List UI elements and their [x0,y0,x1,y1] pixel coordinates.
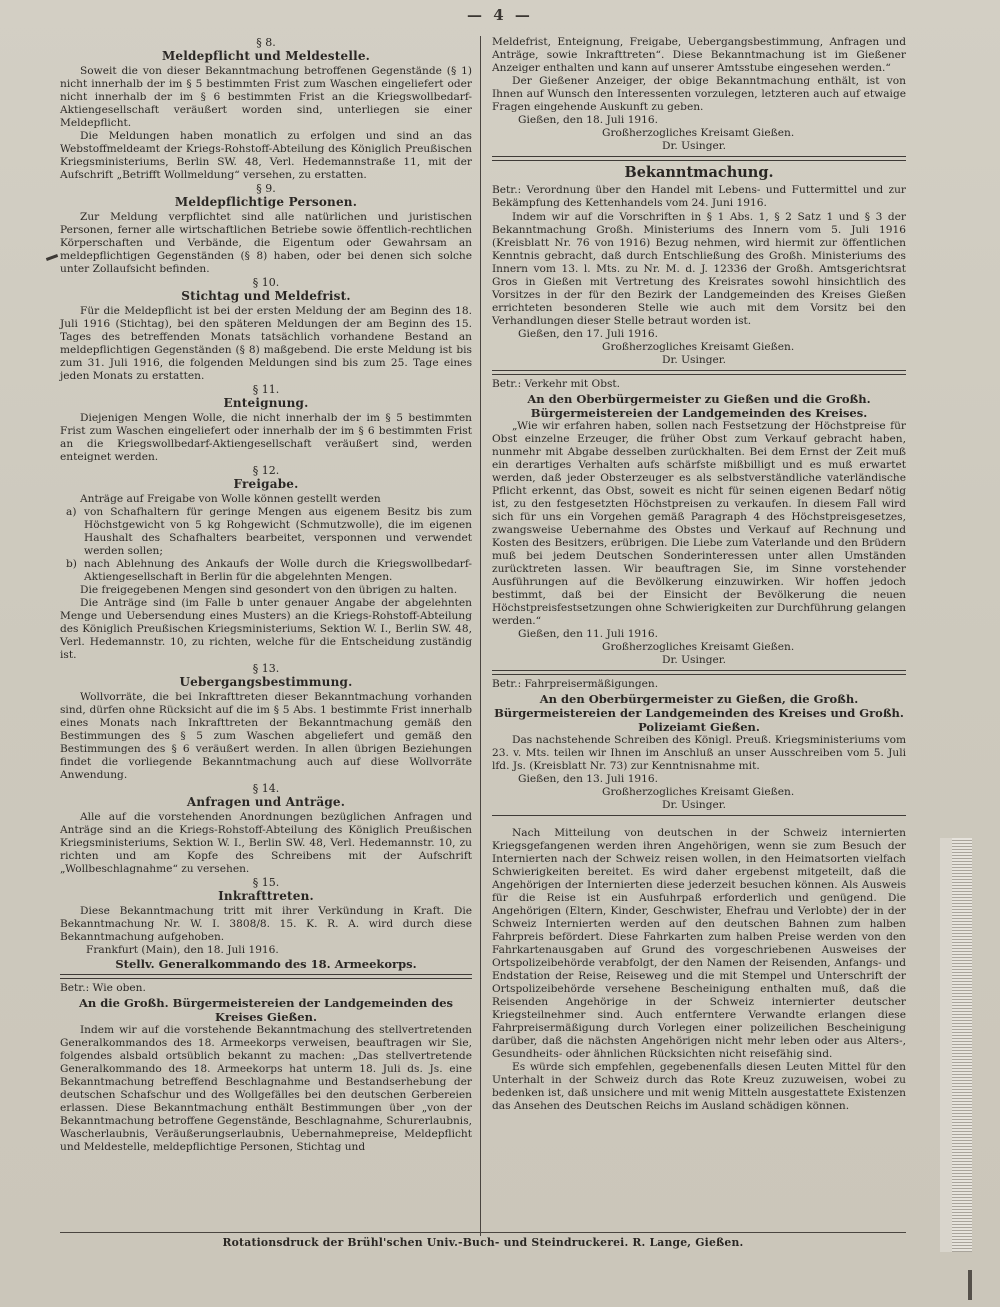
list-item-text: nach Ablehnung des Ankaufs der Wolle durch die Kriegswollbedarf-Aktiengesellschaft in Berlin für die abgelehnten Mengen. [84,558,472,583]
issuing-authority: Stellv. Generalkommando des 18. Armeekorps. [115,957,417,971]
place-date: Gießen, den 13. Juli 1916. [518,773,659,785]
printer-imprint: Rotationsdruck der Brühl'schen Univ.-Buch- und Steindruckerei. R. Lange, Gießen. [60,1232,906,1249]
section-title: Uebergangsbestimmung. [179,675,353,689]
paragraph: Soweit die von dieser Bekanntmachung betroffenen Gegenstände (§ 1) nicht innerhalb der im § 5 bestimmten Frist zum Waschen eingeliefert oder nicht innerhalb der im § 6 bestimmten Frist an die Kriegswollbedarf-Aktiengesellschaft veräußert worden sind, unterliegen sie einer Meldepflicht. [60,65,472,129]
list-marker: a) [66,506,77,518]
section-number: § 13. [252,662,280,675]
paragraph: Es würde sich empfehlen, gegebenenfalls diesen Leuten Mittel für den Unterhalt in der Schweiz durch das Rote Kreuz zuzuweisen, wobei zu bedenken ist, daß unsichere und mit wenig Mitteln ausgestattete Existenzen das Ansehen des Deutschen Reichs im Ausland schädigen können. [492,1061,906,1112]
paragraph: Die freigegebenen Mengen sind gesondert von den übrigen zu halten. [80,584,458,596]
section-title: Enteignung. [223,396,309,410]
paragraph: „Wie wir erfahren haben, sollen nach Festsetzung der Höchstpreise für Obst einzelne Erzeuger, die früher Obst zum Verkauf gebracht haben, nunmehr mit Abgabe desselben zurückhalten. Bei dem Ernst der Zeit muß ein derartiges Verhalten aufs schärfste mißbilligt und es muß erwartet werden, daß jeder Obsterzeuger es als selbstverständliche vaterländische Pflicht erkennt, das Obst, soweit es nicht für seinen eigenen Bedarf nötig ist, zu den festgesetzten Höchstpreisen zu verkaufen. In diesem Fall wird sich für uns ein Vorgehen gemäß Paragraph 4 des Höchstpreisgesetzes, zwangsweise Uebernahme des Obstes und Verkauf auf Rechnung und Kosten des Besitzers, erübrigen. Die Liebe zum Vaterlande und den Brüdern muß bei jedem Deutschen Sonderinteressen unter allen Umständen zurücktreten lassen. Wir beauftragen Sie, im Sinne vorstehender Ausführungen auf die Bevölkerung einzuwirken. Wir hoffen jedoch bestimmt, daß bei der Einsicht der Bevölkerung die neuen Höchstpreisfestsetzungen ohne Schwierigkeiten zur Durchführung gelangen werden.“ [492,420,906,627]
right-column [492,36,906,1113]
section-rule [60,974,472,979]
addressee: An den Oberbürgermeister zu Gießen und die Großh. Bürgermeistereien der Landgemeinden des Kreises. [527,392,871,420]
section-number: § 11. [252,383,280,396]
subject-line: Betr.: Wie oben. [60,982,146,994]
signature: Dr. Usinger. [662,354,727,366]
paragraph: Für die Meldepflicht ist bei der ersten Meldung der am Beginn des 18. Juli 1916 (Stichtag), bei den späteren Meldungen der am Beginn des 15. Tages des betreffenden Monats tatsächlich vorhandene Bestand an meldepflichtigen Gegenständen (§ 8) maßgebend. Die erste Meldung ist bis zum 31. Juli 1916, die folgenden Meldungen sind bis zum 25. Tage eines jeden Monats zu erstatten. [60,305,472,382]
subject-line: Betr.: Fahrpreisermäßigungen. [492,678,659,690]
subject-line: Betr.: Verordnung über den Handel mit Lebens- und Futtermittel und zur Bekämpfung des Kettenhandels vom 24. Juni 1916. [492,184,906,209]
spacer [492,819,906,827]
issuing-authority: Großherzogliches Kreisamt Gießen. [602,641,795,653]
notice-heading: Bekanntmachung. [624,164,774,181]
place-date: Frankfurt (Main), den 18. Juli 1916. [86,944,279,956]
issuing-authority: Großherzogliches Kreisamt Gießen. [602,127,795,139]
section-rule [492,670,906,675]
paragraph: Die Anträge sind (im Falle b unter genauer Angabe der abgelehnten Menge und Uebersendung eines Musters) an die Kriegs-Rohstoff-Abteilung des Königlich Preußischen Kriegsministeriums, Sektion W. I., Berlin SW. 48, Verl. Hedemannstr. 10, zu richten, welche für die Entscheidung zuständig ist. [60,597,472,661]
section-title: Stichtag und Meldefrist. [181,289,351,303]
list-item-text: von Schafhaltern für geringe Mengen aus eigenem Besitz bis zum Höchstgewicht von 5 kg Rohgewicht (Schmutzwolle), die im eigenen Haushalt des Schafhalters bearbeitet, versponnen und verwendet werden sollen; [84,506,472,557]
section-title: Freigabe. [233,477,299,491]
signature: Dr. Usinger. [662,799,727,811]
place-date: Gießen, den 18. Juli 1916. [518,114,659,126]
margin-tab [940,838,952,1252]
paragraph: Alle auf die vorstehenden Anordnungen bezüglichen Anfragen und Anträge sind an die Kriegs-Rohstoff-Abteilung des Königlich Preußischen Kriegsministeriums, Sektion W. I., Berlin SW. 48, Verl. Hedemannstr. 10, zu richten und am Kopfe des Schreibens mit der Aufschrift „Wollbeschlagnahme“ zu versehen. [60,811,472,875]
addressee: An den Oberbürgermeister zu Gießen, die Großh. Bürgermeistereien der Landgemeinden des Kreises und Großh. Polizeiamt Gießen. [494,692,904,734]
subject-line: Betr.: Verkehr mit Obst. [492,378,621,390]
section-title: Meldepflichtige Personen. [174,195,358,209]
section-number: § 8. [256,36,276,49]
paragraph: Die Meldungen haben monatlich zu erfolgen und sind an das Webstoffmeldeamt der Kriegs-Rohstoff-Abteilung des Königlich Preußischen Kriegsministeriums, Berlin SW. 48, Verl. Hedemannstraße 11, mit der Aufschrift „Betrifft Wollmeldung“ versehen, zu erstatten. [60,130,472,181]
list-item [60,558,472,584]
left-column [60,36,472,1154]
paragraph: Meldefrist, Enteignung, Freigabe, Uebergangsbestimmung, Anfragen und Anträge, sowie Inkrafttreten“. Diese Bekanntmachung ist im Gießener Anzeiger enthalten und kann auf unserer Amtsstube eingesehen werden.“ [492,36,906,74]
page-number: — 4 — [467,6,533,24]
edge-mark [968,1270,972,1300]
paragraph: Indem wir auf die vorstehende Bekanntmachung des stellvertretenden Generalkommandos des 18. Armeekorps verweisen, beauftragen wir Sie, folgendes alsbald ortsüblich bekannt zu machen: „Das stellvertretende Generalkommando des 18. Armeekorps hat unterm 18. Juli ds. Js. eine Bekanntmachung betreffend Beschlagnahme und Bestandserhebung der deutschen Schafschur und des Wollgefälles bei den deutschen Gerbereien erlassen. Diese Bekanntmachung enthält Bestimmungen über „von der Bekanntmachung betroffene Gegenstände, Beschlagnahme, Schurerlaubnis, Wascherlaubnis, Veräußerungserlaubnis, Uebernahmepreise, Meldepflicht und Meldestelle, meldepflichtige Personen, Stichtag und [60,1024,472,1153]
section-rule [492,156,906,161]
addressee: An die Großh. Bürgermeistereien der Landgemeinden des Kreises Gießen. [78,996,454,1024]
list-item [60,506,472,558]
section-title: Inkrafttreten. [218,889,314,903]
issuing-authority: Großherzogliches Kreisamt Gießen. [602,786,795,798]
paragraph: Nach Mitteilung von deutschen in der Schweiz internierten Kriegsgefangenen werden ihren Angehörigen, wenn sie zum Besuch der Internierten nach der Schweiz reisen wollen, in den Heimatsorten vielfach Schwierigkeiten bereitet. Es wird daher ergebenst mitgeteilt, daß die Angehörigen der Internierten diese jederzeit besuchen können. Als Ausweis für die Reise ist ein Ausfuhrpaß erforderlich und genügend. Die Angehörigen (Eltern, Kinder, Geschwister, Ehefrau und Verlobte) der in der Schweiz Internierten werden auf den deutschen Bahnen zum halben Fahrpreis befördert. Diese Fahrkarten zum halben Preise werden von den Fahrkartenausgaben auf Grund des vorgeschriebenen Ausweises der Ortspolizeibehörde verabfolgt, der den Namen der Reisenden, Anfangs- und Endstation der Reise, Reiseweg und die mit Stempel und Unterschrift der Ortspolizeibehörde versehene Bescheinigung enthalten muß, daß die Reisenden Angehörige in der Schweiz internierter deutscher Kriegsteilnehmer sind. Auch entferntere Verwandte erlangen diese Fahrpreisermäßigung durch Vorlegen einer polizeilichen Bescheinigung darüber, daß die nächsten Angehörigen nicht mehr leben oder aus Alters-, Gesundheits- oder ähnlichen Rücksichten nicht reisefähig sind. [492,827,906,1060]
column-divider [480,36,481,1236]
section-title: Anfragen und Anträge. [186,795,346,809]
paragraph: Zur Meldung verpflichtet sind alle natürlichen und juristischen Personen, ferner alle wirtschaftlichen Betriebe sowie öffentlich-rechtlichen Körperschaften und Verbände, die Eigentum oder Gewahrsam an meldepflichtigen Gegenständen (§ 8) haben, oder bei denen sich solche unter Zollaufsicht befinden. [60,211,472,275]
paragraph: Der Gießener Anzeiger, der obige Bekanntmachung enthält, ist von Ihnen auf Wunsch den Interessenten vorzulegen, letzteren auch auf etwaige Fragen eingehende Auskunft zu geben. [492,75,906,113]
paragraph: Wollvorräte, die bei Inkrafttreten dieser Bekanntmachung vorhanden sind, dürfen ohne Rücksicht auf die im § 5 Abs. 1 bestimmte Frist innerhalb eines Monats nach Inkrafttreten der Bekanntmachung gemäß den Bestimmungen des § 5 zum Waschen abgeliefert und gemäß den Bestimmungen des § 6 veräußert werden. In allen übrigen Beziehungen findet die vorliegende Bekanntmachung auch auf diese Wollvorräte Anwendung. [60,691,472,781]
paragraph: Anträge auf Freigabe von Wolle können gestellt werden [80,493,381,505]
paragraph: Diese Bekanntmachung tritt mit ihrer Verkündung in Kraft. Die Bekanntmachung Nr. W. I. 3808/8. 15. K. R. A. wird durch diese Bekanntmachung aufgehoben. [60,905,472,943]
signature: Dr. Usinger. [662,140,727,152]
section-title: Meldepflicht und Meldestelle. [161,49,371,63]
section-rule [492,815,906,816]
section-number: § 15. [252,876,280,889]
paragraph: Das nachstehende Schreiben des Königl. Preuß. Kriegsministeriums vom 23. v. Mts. teilen wir Ihnen im Anschluß an unser Ausschreiben vom 5. Juli lfd. Js. (Kreisblatt Nr. 73) zur Kenntnisnahme mit. [492,734,906,772]
issuing-authority: Großherzogliches Kreisamt Gießen. [602,341,795,353]
paragraph: Indem wir auf die Vorschriften in § 1 Abs. 1, § 2 Satz 1 und § 3 der Bekanntmachung Großh. Ministeriums des Innern vom 5. Juli 1916 (Kreisblatt Nr. 76 von 1916) Bezug nehmen, wird hiermit zur öffentlichen Kenntnis gebracht, daß durch Entschließung des Großh. Ministeriums des Innern vom 13. l. Mts. zu Nr. M. d. J. 12336 der Großh. Amtsgerichtsrat Gros in Gießen mit Vertretung des Kreisrates sowohl hinsichtlich des Vorsitzes in der für den Bezirk der Landgemeinden des Kreises Gießen errichteten besonderen Stelle wie auch mit dem Vorsitz bei den Verhandlungen dieser Stelle betraut worden ist. [492,211,906,327]
section-number: § 10. [252,276,280,289]
section-rule [492,370,906,375]
section-number: § 14. [252,782,280,795]
section-number: § 9. [256,182,276,195]
binding-strip [952,838,972,1252]
place-date: Gießen, den 17. Juli 1916. [518,328,659,340]
section-number: § 12. [252,464,280,477]
margin-mark [46,254,58,261]
place-date: Gießen, den 11. Juli 1916. [518,628,659,640]
signature: Dr. Usinger. [662,654,727,666]
list-marker: b) [66,558,77,570]
paragraph: Diejenigen Mengen Wolle, die nicht innerhalb der im § 5 bestimmten Frist zum Waschen eingeliefert oder innerhalb der im § 6 bestimmten Frist an die Kriegswollbedarf-Aktiengesellschaft veräußert sind, werden enteignet werden. [60,412,472,463]
